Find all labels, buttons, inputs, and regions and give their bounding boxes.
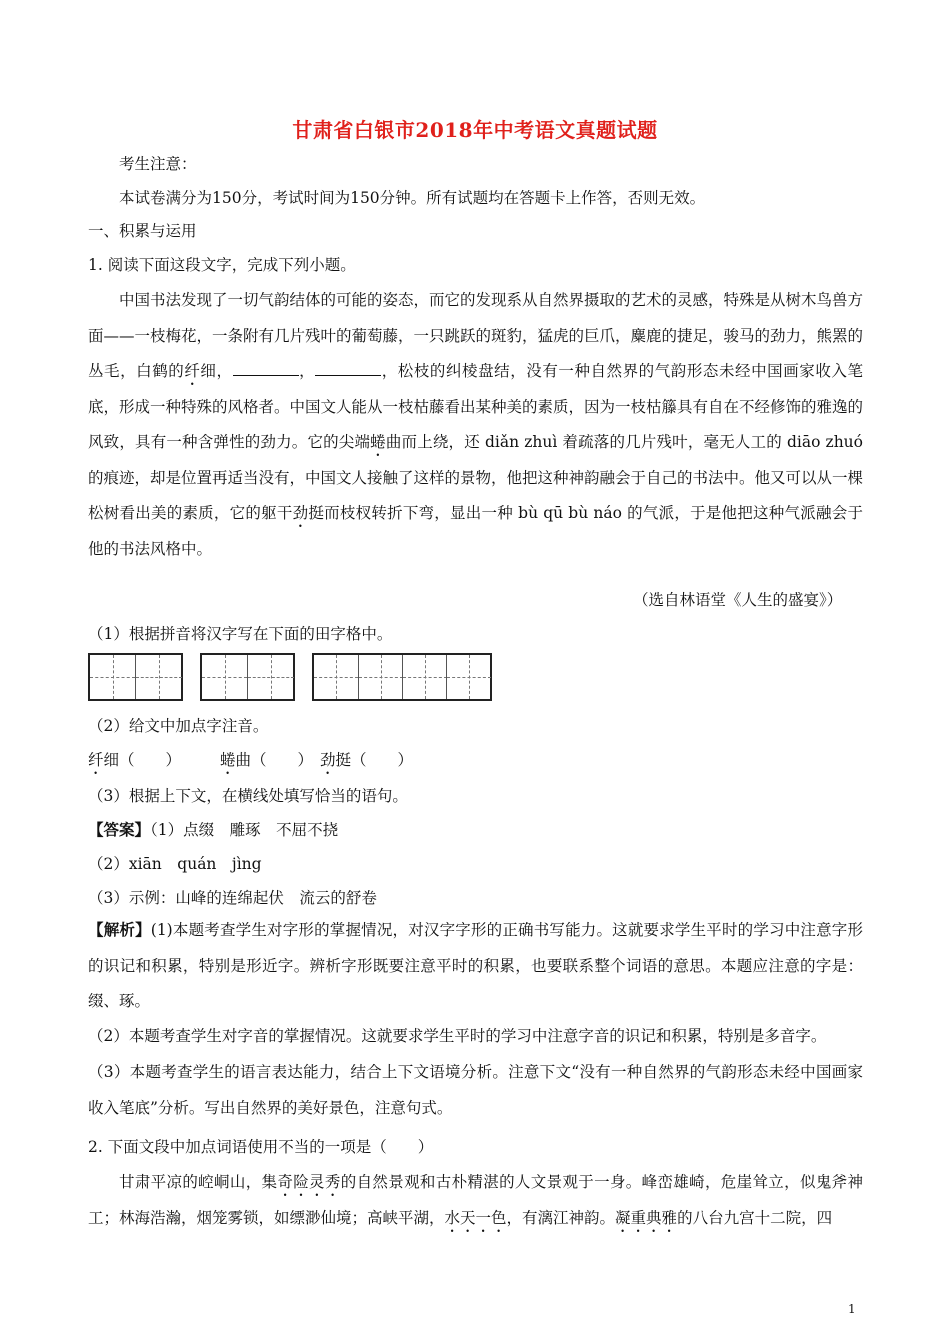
passage-part: 的八台九宫十二院，四 [677, 1208, 833, 1227]
grid-cell[interactable] [314, 655, 358, 699]
dotted-char: 纤 [88, 751, 104, 769]
passage-part: 甘肃平凉的崆峒山，集 [119, 1173, 278, 1191]
passage-part: 的自然景观和古朴精湛的人文景观于一身。峰峦雄崎，危崖耸立，似鬼斧神工；林海浩瀚，烟笼雾锁，如缥渺仙境；高峡平湖， [88, 1173, 863, 1227]
analysis-paragraph-3: （3）本题考查学生的语言表达能力，结合上下文语境分析。注意下文“没有一种自然界的气韵形态未经中国画家收入笔底”分析。写出自然界的美好景色，注意句式。 [88, 1063, 863, 1117]
analysis-paragraph-2: （2）本题考查学生对字音的掌握情况。这就要求学生平时的学习中注意字音的识记和积累，特别是多音字。 [88, 1027, 827, 1045]
notice-label: 考生注意： [119, 155, 197, 173]
question-1-stem: 1. 阅读下面这段文字，完成下列小题。 [88, 256, 356, 274]
grid-box-3[interactable] [312, 653, 492, 701]
zhuyin-item-3 [320, 750, 413, 778]
dotted-phrase: 水天一色 [444, 1208, 507, 1227]
grid-cell[interactable] [202, 655, 247, 699]
dotted-char: 纤 [184, 362, 201, 380]
analysis-paragraph-1 [88, 912, 863, 1020]
dotted-phrase: 凝重典雅 [615, 1208, 678, 1227]
sub-question-3: （3）根据上下文，在横线处填写恰当的语句。 [88, 787, 408, 805]
zhuyin-blank: 细（ ） [103, 751, 182, 769]
grid-box-1[interactable] [88, 653, 183, 701]
grid-cell[interactable] [247, 655, 294, 699]
dotted-phrase: 奇险灵秀 [277, 1173, 341, 1191]
dotted-char: 劲 [320, 751, 336, 769]
question-2-stem: 2. 下面文段中加点词语使用不当的一项是（ ） [88, 1138, 434, 1156]
section-heading: 一、积累与运用 [88, 222, 197, 240]
fill-blank[interactable] [233, 359, 299, 376]
answer-line-3: （3）示例：山峰的连绵起伏 流云的舒卷 [88, 889, 377, 907]
grid-cell[interactable] [135, 655, 182, 699]
answer-label: 【答案】 [88, 820, 151, 839]
answer-text: （1）点缀 雕琢 不屈不挠 [150, 821, 339, 839]
fill-blank[interactable] [315, 359, 381, 376]
grid-cell[interactable] [90, 655, 135, 699]
passage-part: ，有漓江神韵。 [506, 1208, 616, 1227]
grid-box-2[interactable] [200, 653, 295, 701]
answer-line-1 [88, 820, 338, 840]
zhuyin-blank: 曲（ ） [235, 751, 314, 769]
dotted-char: 劲 [292, 504, 309, 522]
zhuyin-item-1 [88, 750, 181, 778]
sub-question-2: （2）给文中加点字注音。 [88, 717, 269, 735]
question-1-passage [88, 283, 863, 567]
notice-text: 本试卷满分为150分，考试时间为150分钟。所有试题均在答题卡上作答，否则无效。 [119, 189, 706, 207]
page-number: 1 [848, 1302, 856, 1316]
question-2-passage [88, 1165, 863, 1236]
grid-cell[interactable] [402, 655, 447, 699]
analysis-text: (1)本题考查学生对字形的掌握情况，对汉字字形的正确书写能力。这就要求学生平时的学习中注意字形的识记和积累，特别是形近字。辨析字形既要注意平时的积累，也要联系整个词语的意思。本题应注意的字是：缀、琢。 [88, 921, 863, 1010]
dotted-char: 蜷 [220, 751, 236, 769]
analysis-label: 【解析】 [88, 920, 151, 939]
passage-part: ， [298, 362, 316, 380]
passage-part: 挺而枝杈转折下弯，显出一种 bù qū bù náo 的气派，于是他把这种气派融会于他的书法风格中。 [88, 504, 863, 558]
passage-source: （选自林语堂《人生的盛宴》） [633, 591, 843, 609]
page-title: 甘肃省白银市2018年中考语文真题试题 [292, 118, 658, 142]
zhuyin-item-2 [220, 750, 313, 778]
passage-part: 曲而上绕，还 diǎn zhuì 着疏落的几片残叶，毫无人工的 diāo zhuó 的痕迹，却是位置再适当没有，中国文人接触了这样的景物，他把这种神韵融会于自己的书法中。他又可以从一棵松树看出美的素质，它的躯干 [88, 433, 864, 522]
passage-part: 中国书法发现了一切气韵结体的可能的姿态，而它的发现系从自然界摄取的艺术的灵感，特殊是从树木鸟兽方面——一枝梅花，一条附有几片残叶的葡萄藤，一只跳跃的斑豹，猛虎的巨爪，麋鹿的捷足，骏马的劲力，熊罴的丛毛，白鹤的 [88, 291, 864, 380]
grid-cell[interactable] [446, 655, 491, 699]
dotted-char: 蜷 [370, 433, 386, 451]
sub-question-1: （1）根据拼音将汉字写在下面的田字格中。 [88, 625, 393, 643]
passage-part: ，松枝的纠棱盘结，没有一种自然界的气韵形态未经中国画家收入笔底，形成一种特殊的风格者。中国文人能从一枝枯藤看出某种美的素质，因为一枝枯籐具有自在不经修饰的雅逸的风致，具有一种含弹性的劲力。它的尖端 [88, 362, 864, 451]
answer-line-2: （2）xiān quán jìng [88, 855, 262, 873]
passage-part: 细， [200, 362, 233, 380]
zhuyin-blank: 挺（ ） [335, 751, 414, 769]
grid-cell[interactable] [358, 655, 403, 699]
